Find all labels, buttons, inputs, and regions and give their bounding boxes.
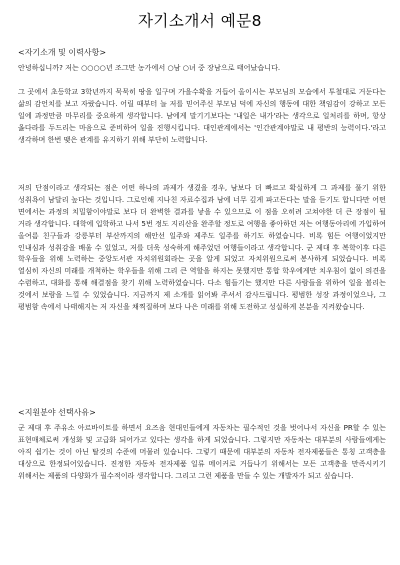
paragraph-application-reason: 군 제대 후 주유소 아르바이트를 하면서 요즈음 현대인들에게 자동차는 필수적인 것을 벗어나서 자신을 PR할 수 있는 표현매체로써 개성화 및 고급화 되어가고 있다는 생각을 하게 되었습니다. 그렇지만 자동차는 대부분의 사람들에게는 아직 쉽기는 것이 아닌 탈것의 수준에 머물러 있습니다. 그렇기 때문에 대부분의 자동차 전자제품들은 통칭 고객층을 대상으로 한정되어있습니다. 진정한 자동차 전자제품 일류 메이커로 거듭나기 위해서는 모든 고객층을 만족시키기 위해서는 제품의 다양화가 필수적이라 생각합니다. 그리고 그런 제품을 만들 수 있는 개발자가 되고 싶습니다. bbox=[18, 423, 386, 480]
document-title: 자기소개서 예문8 bbox=[137, 12, 263, 30]
paragraph-strengths-activities: 저의 단점이라고 생각되는 점은 어떤 하나의 과제가 생겼을 경우, 남보다 더 빠르고 확실하게 그 과제를 풀기 위한 성취욕이 남달리 높다는 것입니다. 그로인해 지나친 자료수집과 남에 너무 깊게 파고든다는 말을 듣기도 합니다만 어떤 면에서는 과정의 치밀함이야말로 보다 더 완벽한 결과를 낳을 수 있으므로 이 점을 오히려 고쳐야한 더 큰 장점이 될 거라 생각합니다. 대학에 입학하고 나서 5번 정도 지리산을 완주할 정도로 여행을 좋아하던 저는 여행동아리에 가입하여 올여름 친구들과 강릉부터 부산까지의 해안선 일주와 제주도 일주를 하기도 하였습니다. 비록 힘든 여행이었지만 인내심과 성취감을 배울 수 있었고, 저를 더욱 성숙하게 해주었던 여행들이라고 생각합니다. 군 제대 후 복학이후 다른 학우들을 위해 노력하는 중앙도서관 자치위원회라는 곳을 알게 되었고 자치위원으로써 봉사하게 되었습니다. 비록 열심히 자신의 미래를 개척하는 학우들을 위해 그리 큰 역할을 하지는 못했지만 통합 학우에게만 치우침이 없이 의견을 수렴하고, 대화를 통해 해결점을 찾기 위해 노력하였습니다. 다소 힘들기는 했지만 다른 사람들을 위하여 일을 볼리는 것에서 보람을 느낄 수 있었습니다. 지금까지 제 소개를 읽어봐 주셔서 감사드립니다. 평범한 성장 과정이었으나, 그 평범함 속에서 나태해지는 저 자신을 채찍질하며 보다 나은 미래를 위해 도전하고 성실하게 본분을 지켜왔습니다. bbox=[18, 183, 386, 312]
section-heading-self-introduction: <자기소개 및 이력사항> bbox=[18, 48, 107, 57]
paragraph-greeting: 안녕하십니까? 저는 ○○○○년 조그만 농가에서 ○남 ○녀 중 장남으로 태어났습니다. bbox=[18, 63, 281, 72]
paragraph-upbringing: 그 곳에서 초등학교 3학년까지 묵묵히 땅을 일구며 가을수확을 거듭어 올이시는 부모님의 모습에서 투철대로 거둔다는 삶의 감언치를 보고 자랐습니다. 어릴 때부터 늘 저를 믿어주신 부모님 덕에 자신의 행동에 대한 책임감이 강하고 모든 일에 과정만큼 마무리를 중요하게 생각합니다. 남에게 말기기보다는 '내일은 내가'라는 생각으로 일처리를 하며, 항상 옳다라를 두드리는 마음으로 준비하여 일을 진행시킵니다. 대인관계에서는 '인간관계야말로 내 평반의 능력이다.'라고 생각하며 한번 맺은 관계를 유지하기 위해 부단히 노력합니다. bbox=[18, 87, 386, 144]
section-heading-application-reason: <지원분야 선택사유> bbox=[18, 408, 96, 417]
